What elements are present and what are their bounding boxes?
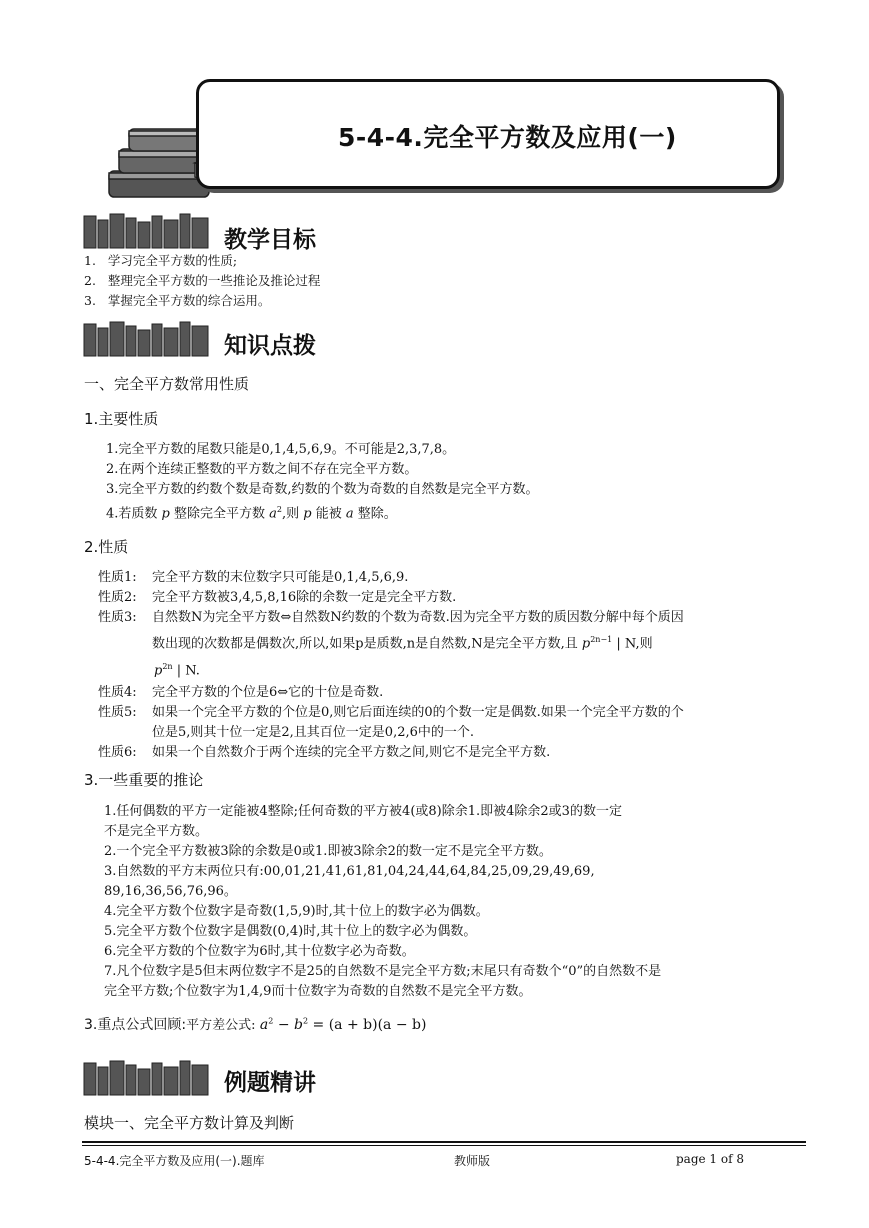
list-item: 2. 整理完全平方数的一些推论及推论过程 <box>84 273 321 288</box>
list-item: 4.若质数 p 整除完全平方数 $a^2$,则 p 能被 a 整除。 <box>106 505 397 522</box>
list-item: 性质2: 完全平方数被3,4,5,8,16除的余数一定是完全平方数. <box>98 590 457 605</box>
objectives-list <box>84 251 320 311</box>
subheading-inferences: 3.一些重要的推论 <box>84 771 204 789</box>
footer-page-number: page 1 of 8 <box>676 1152 744 1166</box>
list-item: 1.任何偶数的平方一定能被4整除;任何奇数的平方被4(或8)除余1.即被4除余2或3的数一定 <box>104 804 622 819</box>
list-item: 89,16,36,56,76,96。 <box>104 884 237 899</box>
list-item: $p^{2n}$ | N. <box>154 662 200 679</box>
list-item: 数出现的次数都是偶数次,所以,如果p是质数,n是自然数,N是完全平方数,且 $p^{2n-1}$ | N,则 <box>152 635 653 652</box>
footer-center: 教师版 <box>454 1154 491 1168</box>
footer-divider <box>82 1145 806 1146</box>
list-item: 2.一个完全平方数被3除的余数是0或1.即被3除余2的数一定不是完全平方数。 <box>104 844 552 859</box>
list-item: 5.完全平方数个位数字是偶数(0,4)时,其十位上的数字必为偶数。 <box>104 924 477 939</box>
page-title: 5-4-4.完全平方数及应用(一) <box>338 123 677 152</box>
section-title-examples: 例题精讲 <box>224 1070 316 1096</box>
list-item: 3.完全平方数的约数个数是奇数,约数的个数为奇数的自然数是完全平方数。 <box>106 482 539 497</box>
bookshelf-icon <box>82 318 212 358</box>
module-heading: 模块一、完全平方数计算及判断 <box>84 1114 295 1132</box>
list-item: 4.完全平方数个位数字是奇数(1,5,9)时,其十位上的数字必为偶数。 <box>104 904 489 919</box>
list-item: 6.完全平方数的个位数字为6时,其十位数字必为奇数。 <box>104 944 415 959</box>
footer-divider <box>82 1141 806 1143</box>
inferences-list <box>104 802 804 1002</box>
list-item: 位是5,则其十位一定是2,且其百位一定是0,2,6中的一个. <box>152 724 475 740</box>
footer-left: 5-4-4.完全平方数及应用(一).题库 <box>84 1154 265 1168</box>
main-props-list <box>106 440 539 524</box>
section-title-knowledge: 知识点拨 <box>224 333 316 359</box>
list-item: 性质6: 如果一个自然数介于两个连续的完全平方数之间,则它不是完全平方数. <box>98 744 551 760</box>
list-item: 2.在两个连续正整数的平方数之间不存在完全平方数。 <box>106 462 418 477</box>
list-item: 性质3: 自然数N为完全平方数⇔自然数N约数的个数为奇数.因为完全平方数的质因数分解中每个质因 <box>98 610 684 625</box>
list-item: 不是完全平方数。 <box>104 824 209 839</box>
subheading-props: 2.性质 <box>84 538 129 556</box>
section-title-objectives: 教学目标 <box>224 227 316 253</box>
list-item: 性质4: 完全平方数的个位是6⇔它的十位是奇数. <box>98 684 384 700</box>
props-list <box>98 568 818 763</box>
list-item: 1.完全平方数的尾数只能是0,1,4,5,6,9。不可能是2,3,7,8。 <box>106 442 456 457</box>
part1-heading: 一、完全平方数常用性质 <box>84 375 250 393</box>
formula-line: 3.重点公式回顾:平方差公式: $a^2 - b^2 = (a + b)(a - b)$ <box>84 1016 427 1033</box>
list-item: 7.凡个位数字是5但末两位数字不是25的自然数不是完全平方数;末尾只有奇数个“0”的自然数不是 <box>104 964 662 979</box>
list-item: 3.自然数的平方末两位只有:00,01,21,41,61,81,04,24,44,64,84,25,09,29,49,69, <box>104 864 595 879</box>
list-item: 完全平方数;个位数字为1,4,9而十位数字为奇数的自然数不是完全平方数。 <box>104 984 532 999</box>
bookshelf-icon <box>82 210 212 250</box>
list-item: 3. 掌握完全平方数的综合运用。 <box>84 293 271 308</box>
bookshelf-icon <box>82 1057 212 1097</box>
list-item: 1. 学习完全平方数的性质; <box>84 253 238 268</box>
list-item: 性质1: 完全平方数的末位数字只可能是0,1,4,5,6,9. <box>98 570 409 585</box>
subheading-main-props: 1.主要性质 <box>84 410 159 428</box>
list-item: 性质5: 如果一个完全平方数的个位是0,则它后面连续的0的个数一定是偶数.如果一个完全平方数的个 <box>98 704 684 720</box>
